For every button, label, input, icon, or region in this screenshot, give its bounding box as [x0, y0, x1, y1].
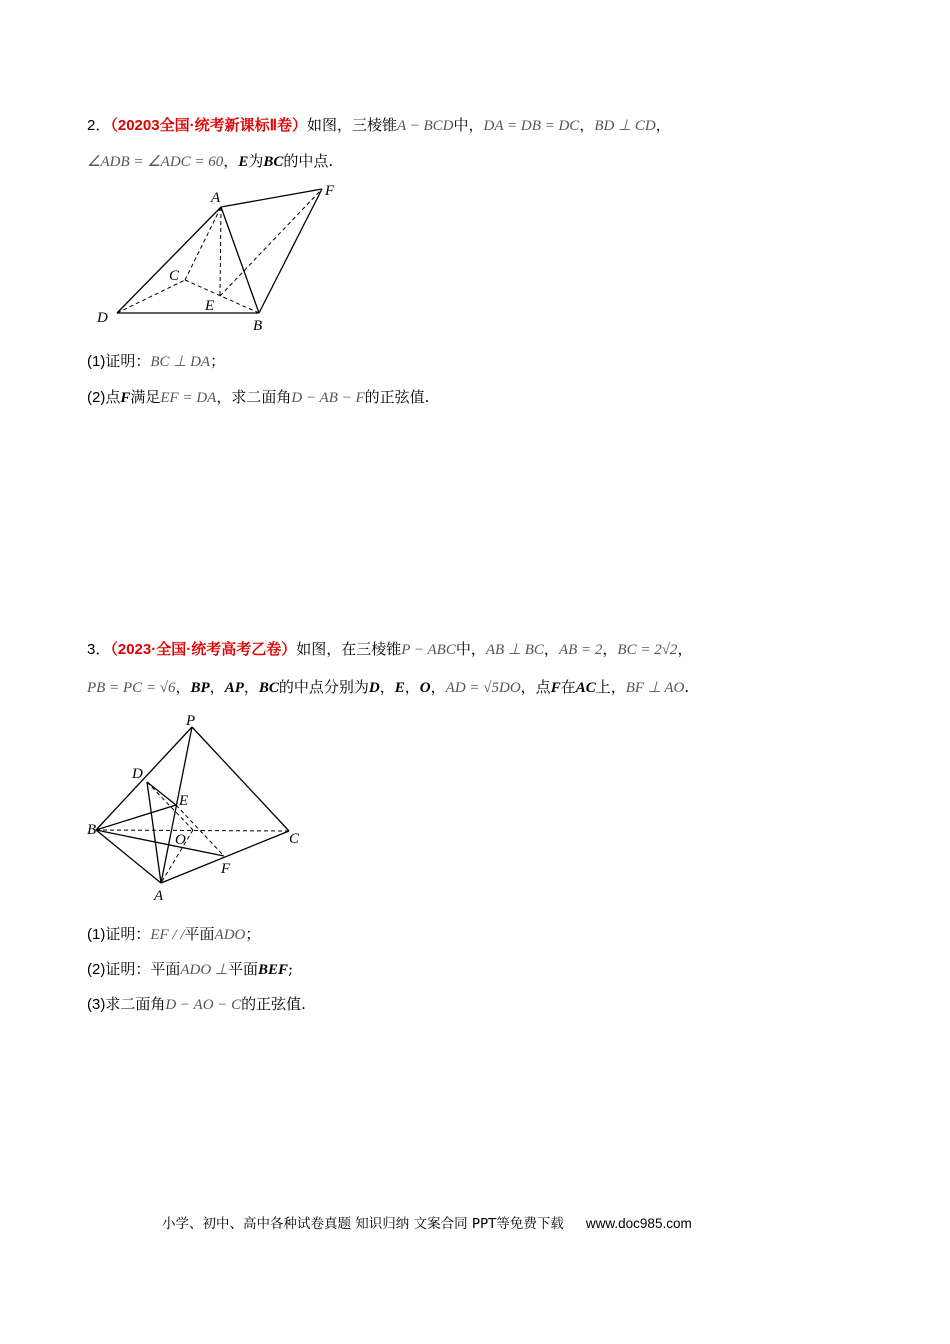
q3-text-5: ， — [677, 640, 693, 658]
q3-c2: ， — [243, 678, 259, 696]
q2-p2-math-2: D − AB − F — [291, 390, 365, 406]
q3-p2-label: (2)证明：平面 — [87, 961, 181, 978]
q3-p2-text: 平面 — [228, 960, 259, 978]
q2-p1-label: (1)证明： — [87, 353, 151, 370]
q3-source-close: ） — [281, 641, 297, 658]
q2-source-open: （ — [110, 117, 118, 134]
q2-math-2: DA = DB = DC — [483, 118, 580, 134]
q2-part-2 — [87, 386, 429, 409]
q3-math-4: BC = 2√2 — [617, 642, 678, 658]
q2-text-7: 的中点. — [283, 152, 334, 170]
q3-p3-end: 的正弦值. — [241, 995, 306, 1013]
q3-part-1 — [87, 923, 260, 946]
q3-text-8: ，点 — [520, 678, 551, 696]
q2-p2-f: F — [120, 390, 131, 406]
page-footer — [162, 1212, 692, 1232]
q2-label-b: B — [253, 318, 263, 334]
q2-line-2 — [87, 150, 333, 173]
q3-text-2: 中， — [455, 640, 486, 658]
q3-math-2: AB ⊥ BC — [485, 642, 544, 658]
q3-math-3: AB = 2 — [558, 642, 603, 658]
q2-text-3: ， — [579, 116, 595, 134]
q2-e-label: E — [238, 154, 249, 170]
q3-p1-text: 平面 — [184, 925, 215, 943]
q2-p2-label: (2)点 — [87, 389, 121, 406]
q3-p3-math: D − AO − C — [165, 997, 242, 1013]
q3-part-2 — [87, 958, 293, 981]
q2-text-4: ， — [655, 116, 671, 134]
q3-line-1 — [87, 638, 692, 661]
q2-label-f: F — [325, 183, 335, 199]
q2-p2-math: EF = DA — [160, 390, 217, 406]
q3-label-c: C — [289, 831, 300, 847]
q3-text-7: 的中点分别为 — [278, 678, 369, 696]
q3-label-b: B — [87, 822, 97, 838]
q3-math-5: PB = PC = √6 — [87, 680, 176, 696]
q3-label-o: O — [175, 832, 186, 848]
q3-l7: F — [550, 680, 561, 696]
q2-p2-text: 满足 — [130, 388, 161, 406]
q3-math-6: AD = √5DO — [445, 680, 521, 696]
q3-p1-label: (1)证明： — [87, 926, 151, 943]
q2-figure — [90, 180, 350, 340]
q3-source-open: （ — [110, 641, 118, 658]
q3-text-1: 如图，在三棱锥 — [296, 640, 402, 658]
q3-p3-label: (3)求二面角 — [87, 996, 166, 1013]
q2-math-4: ∠ADB = ∠ADC = 60 — [87, 154, 224, 170]
q3-p1-math-2: ADO — [214, 927, 246, 943]
q3-c1: ， — [209, 678, 225, 696]
q2-label-d: D — [97, 310, 108, 326]
q3-label-f: F — [221, 861, 231, 877]
q2-p1-math: BC ⊥ DA — [150, 354, 211, 370]
q2-label-c: C — [169, 268, 180, 284]
q3-l4: D — [368, 680, 380, 696]
q3-l1: BP — [190, 680, 210, 696]
q3-p2-end: ; — [288, 960, 294, 978]
q2-p2-text-2: ，求二面角 — [216, 388, 292, 406]
q3-label-p: P — [186, 713, 196, 729]
q2-bc-label: BC — [263, 154, 284, 170]
q3-text-4: ， — [602, 640, 618, 658]
q3-c4: ， — [404, 678, 420, 696]
q3-p1-end: ； — [245, 925, 261, 943]
q3-text-11: . — [684, 678, 690, 696]
q3-p2-math: ADO ⊥ — [180, 962, 228, 978]
q3-source: 2023·全国·统考高考乙卷 — [117, 641, 282, 658]
q2-source: 20203全国·统考新课标Ⅱ卷 — [117, 117, 292, 134]
q2-math-3: BD ⊥ CD — [594, 118, 656, 134]
q2-text-1: 如图，三棱锥 — [306, 116, 397, 134]
q3-label-a: A — [154, 888, 164, 904]
q3-figure — [82, 710, 322, 905]
q2-source-close: ） — [291, 117, 307, 134]
q3-l3: BC — [258, 680, 279, 696]
q3-l8: AC — [575, 680, 596, 696]
q2-number: 2． — [87, 117, 111, 134]
q2-text-2: 中， — [453, 116, 484, 134]
q3-p1-math: EF / / — [150, 927, 185, 943]
q3-text-10: 上， — [595, 678, 626, 696]
q2-label-a: A — [211, 190, 221, 206]
q2-label-e: E — [205, 298, 215, 314]
q3-l5: E — [394, 680, 405, 696]
q3-math-1: P − ABC — [401, 642, 456, 658]
q3-p2-bef: BEF — [258, 962, 289, 978]
q2-line-1 — [87, 114, 671, 137]
q3-label-e: E — [179, 793, 189, 809]
q3-part-3 — [87, 993, 306, 1016]
q3-c5: ， — [430, 678, 446, 696]
q2-math-1: A − BCD — [396, 118, 454, 134]
q3-l6: O — [419, 680, 431, 696]
q3-c3: ， — [379, 678, 395, 696]
q2-text-6: 为 — [248, 152, 264, 170]
footer-url[interactable]: www.doc985.com — [585, 1216, 692, 1231]
q3-label-d: D — [132, 766, 143, 782]
q3-math-7: BF ⊥ AO — [625, 680, 685, 696]
q3-text-3: ， — [543, 640, 559, 658]
q3-l2: AP — [224, 680, 244, 696]
q3-text-9: 在 — [560, 678, 576, 696]
q2-p2-end: 的正弦值. — [364, 388, 430, 406]
footer-text: 小学、初中、高中各种试卷真题 知识归纳 文案合同 PPT等免费下载 — [162, 1216, 564, 1232]
q2-part-1 — [87, 350, 225, 373]
q2-p1-end: ； — [210, 352, 226, 370]
q3-line-2 — [87, 676, 689, 699]
q3-number: 3． — [87, 641, 111, 658]
q2-text-5: ， — [223, 152, 239, 170]
q3-text-6: ， — [175, 678, 191, 696]
